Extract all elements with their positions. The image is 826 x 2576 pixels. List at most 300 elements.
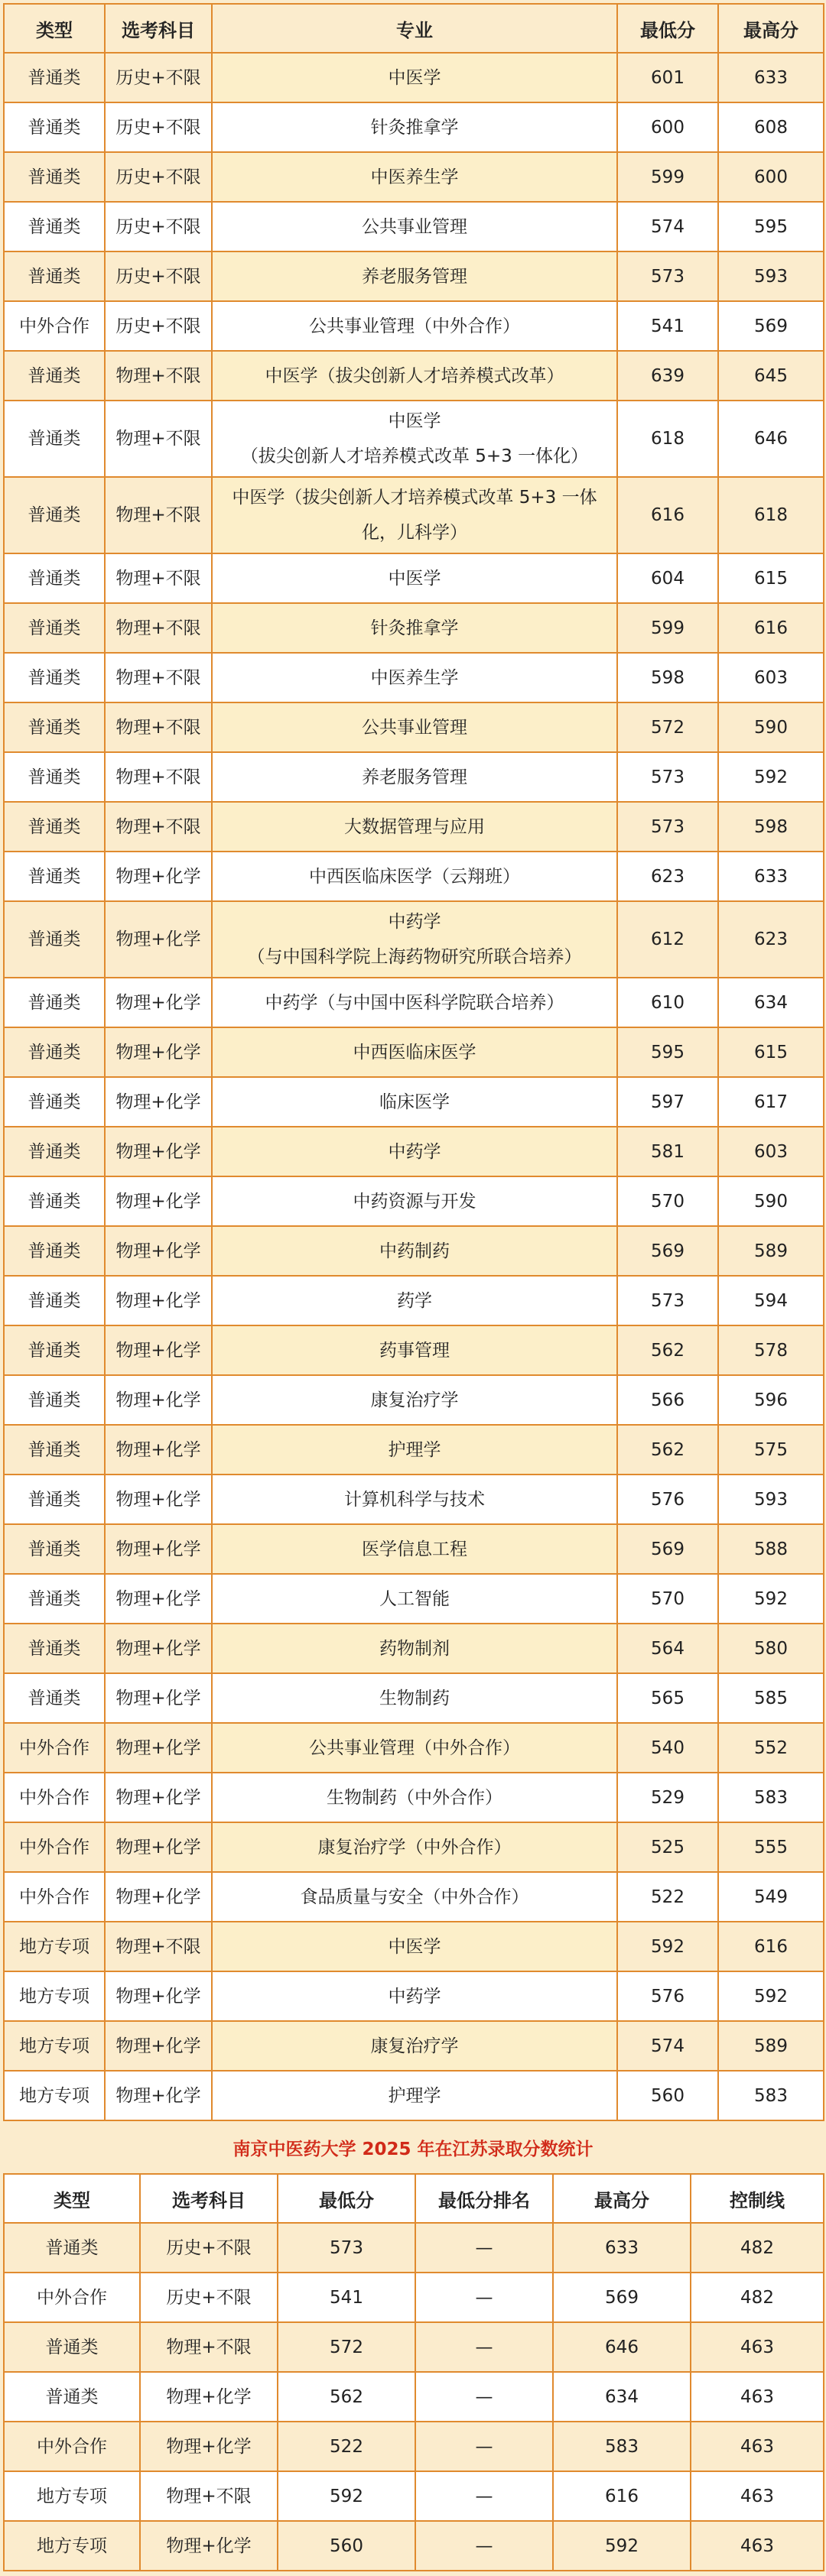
cell-max-score: 585 (718, 1673, 824, 1723)
cell-max-score: 608 (718, 102, 824, 152)
cell-subject: 物理+化学 (105, 1822, 212, 1872)
cell-min-score: 601 (617, 53, 718, 102)
cell-max-score: 552 (718, 1723, 824, 1773)
header-max-score: 最高分 (718, 4, 824, 53)
cell-subject: 物理+化学 (105, 1425, 212, 1475)
cell-type: 普通类 (4, 1027, 105, 1077)
cell-max-score: 646 (718, 401, 824, 477)
table-row (4, 1971, 824, 2021)
summary-title: 南京中医药大学 2025 年在江苏录取分数统计 (3, 2126, 823, 2173)
cell-type: 普通类 (4, 1325, 105, 1375)
cell-subject: 物理+不限 (105, 802, 212, 852)
cell-major: 中药制药 (212, 1226, 617, 1276)
summary-cell-max: 592 (553, 2521, 691, 2571)
summary-cell-control-line: 463 (691, 2322, 824, 2372)
cell-major: 养老服务管理 (212, 251, 617, 301)
cell-type: 中外合作 (4, 1723, 105, 1773)
cell-major: 中医学（拔尖创新人才培养模式改革 5+3 一体 化，儿科学） (212, 477, 617, 553)
summary-cell-subject: 物理+不限 (140, 2322, 278, 2372)
summary-cell-rank: — (415, 2471, 553, 2521)
table-row (4, 978, 824, 1027)
table-row (4, 1425, 824, 1475)
cell-max-score: 617 (718, 1077, 824, 1127)
cell-max-score: 594 (718, 1276, 824, 1325)
cell-major: 中医学 (212, 53, 617, 102)
cell-subject: 历史+不限 (105, 152, 212, 202)
cell-max-score: 583 (718, 1773, 824, 1822)
summary-row (4, 2273, 824, 2322)
cell-type: 普通类 (4, 1475, 105, 1524)
summary-cell-type: 普通类 (4, 2223, 140, 2273)
header-major: 专业 (212, 4, 617, 53)
cell-max-score: 589 (718, 2021, 824, 2071)
cell-max-score: 592 (718, 752, 824, 802)
cell-type: 普通类 (4, 752, 105, 802)
cell-type: 普通类 (4, 852, 105, 901)
cell-major: 公共事业管理 (212, 702, 617, 752)
cell-min-score: 573 (617, 802, 718, 852)
cell-major: 康复治疗学（中外合作） (212, 1822, 617, 1872)
cell-max-score: 633 (718, 53, 824, 102)
summary-cell-rank: — (415, 2521, 553, 2571)
cell-subject: 物理+化学 (105, 1027, 212, 1077)
cell-major: 中医养生学 (212, 152, 617, 202)
summary-cell-max: 616 (553, 2471, 691, 2521)
cell-min-score: 573 (617, 752, 718, 802)
cell-subject: 物理+不限 (105, 351, 212, 401)
cell-max-score: 593 (718, 1475, 824, 1524)
cell-type: 普通类 (4, 553, 105, 603)
cell-type: 地方专项 (4, 1971, 105, 2021)
cell-max-score: 598 (718, 802, 824, 852)
cell-type: 普通类 (4, 978, 105, 1027)
cell-major: 针灸推拿学 (212, 102, 617, 152)
summary-cell-control-line: 463 (691, 2422, 824, 2471)
cell-min-score: 600 (617, 102, 718, 152)
header-type: 类型 (4, 4, 105, 53)
cell-major: 药事管理 (212, 1325, 617, 1375)
table-row (4, 401, 824, 477)
cell-subject: 物理+化学 (105, 1624, 212, 1673)
cell-major: 养老服务管理 (212, 752, 617, 802)
summary-cell-type: 普通类 (4, 2372, 140, 2422)
table-row (4, 852, 824, 901)
cell-max-score: 615 (718, 1027, 824, 1077)
table-row (4, 1673, 824, 1723)
cell-subject: 历史+不限 (105, 251, 212, 301)
cell-min-score: 612 (617, 901, 718, 978)
summary-cell-subject: 物理+化学 (140, 2372, 278, 2422)
cell-min-score: 581 (617, 1127, 718, 1176)
table-row (4, 1773, 824, 1822)
summary-table (3, 2173, 824, 2571)
summary-cell-max: 633 (553, 2223, 691, 2273)
cell-major: 中药资源与开发 (212, 1176, 617, 1226)
summary-header-min: 最低分 (278, 2174, 415, 2223)
table-row (4, 1723, 824, 1773)
cell-min-score: 566 (617, 1375, 718, 1425)
cell-max-score: 592 (718, 1574, 824, 1624)
cell-subject: 物理+不限 (105, 477, 212, 553)
cell-max-score: 616 (718, 1922, 824, 1971)
table-row (4, 2021, 824, 2071)
cell-max-score: 590 (718, 1176, 824, 1226)
summary-cell-control-line: 482 (691, 2273, 824, 2322)
cell-subject: 物理+不限 (105, 603, 212, 653)
table-row (4, 53, 824, 102)
cell-major: 针灸推拿学 (212, 603, 617, 653)
summary-cell-subject: 历史+不限 (140, 2223, 278, 2273)
cell-type: 普通类 (4, 1524, 105, 1574)
cell-min-score: 572 (617, 702, 718, 752)
cell-min-score: 599 (617, 152, 718, 202)
cell-type: 普通类 (4, 1375, 105, 1425)
summary-cell-max: 634 (553, 2372, 691, 2422)
cell-major: 康复治疗学 (212, 2021, 617, 2071)
cell-major: 中医学 (212, 553, 617, 603)
cell-type: 普通类 (4, 1574, 105, 1624)
summary-cell-control-line: 463 (691, 2521, 824, 2571)
cell-subject: 历史+不限 (105, 53, 212, 102)
cell-major: 大数据管理与应用 (212, 802, 617, 852)
summary-header-type: 类型 (4, 2174, 140, 2223)
summary-header-rank: 最低分排名 (415, 2174, 553, 2223)
cell-max-score: 590 (718, 702, 824, 752)
summary-cell-min: 592 (278, 2471, 415, 2521)
cell-subject: 物理+化学 (105, 1127, 212, 1176)
summary-row (4, 2322, 824, 2372)
cell-min-score: 562 (617, 1325, 718, 1375)
summary-header-max: 最高分 (553, 2174, 691, 2223)
cell-min-score: 560 (617, 2071, 718, 2120)
summary-row (4, 2471, 824, 2521)
summary-cell-type: 中外合作 (4, 2273, 140, 2322)
summary-cell-type: 地方专项 (4, 2471, 140, 2521)
table-row (4, 1822, 824, 1872)
cell-min-score: 529 (617, 1773, 718, 1822)
summary-header-control-line: 控制线 (691, 2174, 824, 2223)
admission-scores-table (3, 3, 824, 2121)
cell-type: 普通类 (4, 802, 105, 852)
table-row (4, 802, 824, 852)
summary-cell-rank: — (415, 2273, 553, 2322)
cell-type: 普通类 (4, 653, 105, 702)
summary-cell-max: 569 (553, 2273, 691, 2322)
cell-min-score: 562 (617, 1425, 718, 1475)
cell-major: 护理学 (212, 1425, 617, 1475)
cell-min-score: 604 (617, 553, 718, 603)
summary-cell-rank: — (415, 2422, 553, 2471)
cell-subject: 物理+化学 (105, 1325, 212, 1375)
cell-max-score: 592 (718, 1971, 824, 2021)
summary-cell-control-line: 463 (691, 2372, 824, 2422)
cell-subject: 物理+化学 (105, 2021, 212, 2071)
cell-min-score: 570 (617, 1176, 718, 1226)
cell-subject: 物理+化学 (105, 1773, 212, 1822)
cell-type: 普通类 (4, 1624, 105, 1673)
table-row (4, 2071, 824, 2120)
summary-cell-type: 普通类 (4, 2322, 140, 2372)
cell-type: 普通类 (4, 1276, 105, 1325)
cell-subject: 物理+化学 (105, 1574, 212, 1624)
table-row (4, 1574, 824, 1624)
cell-max-score: 603 (718, 1127, 824, 1176)
cell-min-score: 595 (617, 1027, 718, 1077)
cell-type: 普通类 (4, 351, 105, 401)
summary-cell-min: 573 (278, 2223, 415, 2273)
table-row (4, 1077, 824, 1127)
cell-min-score: 616 (617, 477, 718, 553)
summary-cell-type: 中外合作 (4, 2422, 140, 2471)
cell-max-score: 593 (718, 251, 824, 301)
table-row (4, 301, 824, 351)
cell-subject: 历史+不限 (105, 301, 212, 351)
cell-subject: 历史+不限 (105, 202, 212, 251)
header-min-score: 最低分 (617, 4, 718, 53)
cell-max-score: 555 (718, 1822, 824, 1872)
cell-subject: 物理+不限 (105, 1922, 212, 1971)
cell-subject: 物理+化学 (105, 1524, 212, 1574)
table-row (4, 1226, 824, 1276)
cell-min-score: 618 (617, 401, 718, 477)
table-row (4, 553, 824, 603)
cell-type: 中外合作 (4, 1872, 105, 1922)
cell-subject: 物理+化学 (105, 1176, 212, 1226)
table-header-row (4, 4, 824, 53)
summary-cell-max: 583 (553, 2422, 691, 2471)
cell-type: 中外合作 (4, 301, 105, 351)
table-row (4, 702, 824, 752)
cell-major: 护理学 (212, 2071, 617, 2120)
table-row (4, 1027, 824, 1077)
cell-major: 药学 (212, 1276, 617, 1325)
cell-subject: 物理+化学 (105, 2071, 212, 2120)
table-row (4, 752, 824, 802)
table-body (4, 53, 824, 2120)
cell-type: 普通类 (4, 102, 105, 152)
cell-major: 公共事业管理（中外合作） (212, 1723, 617, 1773)
cell-type: 中外合作 (4, 1773, 105, 1822)
cell-subject: 物理+化学 (105, 1077, 212, 1127)
summary-cell-rank: — (415, 2322, 553, 2372)
table-row (4, 1276, 824, 1325)
cell-subject: 物理+不限 (105, 653, 212, 702)
summary-cell-min: 572 (278, 2322, 415, 2372)
cell-max-score: 615 (718, 553, 824, 603)
cell-max-score: 623 (718, 901, 824, 978)
cell-min-score: 576 (617, 1475, 718, 1524)
cell-major: 中药学（与中国中医科学院联合培养） (212, 978, 617, 1027)
cell-type: 普通类 (4, 477, 105, 553)
cell-min-score: 565 (617, 1673, 718, 1723)
cell-min-score: 525 (617, 1822, 718, 1872)
cell-subject: 物理+化学 (105, 1276, 212, 1325)
table-row (4, 1524, 824, 1574)
table-row (4, 1325, 824, 1375)
cell-max-score: 549 (718, 1872, 824, 1922)
cell-max-score: 634 (718, 978, 824, 1027)
cell-min-score: 569 (617, 1524, 718, 1574)
cell-type: 普通类 (4, 901, 105, 978)
cell-subject: 物理+化学 (105, 1673, 212, 1723)
cell-max-score: 575 (718, 1425, 824, 1475)
summary-cell-subject: 物理+化学 (140, 2521, 278, 2571)
cell-min-score: 570 (617, 1574, 718, 1624)
table-row (4, 1624, 824, 1673)
cell-major: 公共事业管理 (212, 202, 617, 251)
cell-major: 中医养生学 (212, 653, 617, 702)
cell-type: 中外合作 (4, 1822, 105, 1872)
cell-subject: 物理+不限 (105, 702, 212, 752)
cell-min-score: 540 (617, 1723, 718, 1773)
cell-type: 普通类 (4, 53, 105, 102)
cell-min-score: 569 (617, 1226, 718, 1276)
cell-type: 地方专项 (4, 2021, 105, 2071)
cell-subject: 物理+化学 (105, 901, 212, 978)
cell-subject: 物理+不限 (105, 553, 212, 603)
table-row (4, 1127, 824, 1176)
table-row (4, 901, 824, 978)
cell-min-score: 574 (617, 2021, 718, 2071)
summary-cell-min: 562 (278, 2372, 415, 2422)
cell-max-score: 589 (718, 1226, 824, 1276)
cell-min-score: 573 (617, 1276, 718, 1325)
summary-body (4, 2223, 824, 2571)
cell-type: 普通类 (4, 1077, 105, 1127)
table-row (4, 351, 824, 401)
cell-max-score: 583 (718, 2071, 824, 2120)
cell-major: 食品质量与安全（中外合作） (212, 1872, 617, 1922)
cell-subject: 物理+不限 (105, 401, 212, 477)
table-row (4, 653, 824, 702)
cell-major: 医学信息工程 (212, 1524, 617, 1574)
table-row (4, 1176, 824, 1226)
table-row (4, 1475, 824, 1524)
cell-min-score: 598 (617, 653, 718, 702)
cell-min-score: 639 (617, 351, 718, 401)
cell-subject: 物理+化学 (105, 1375, 212, 1425)
cell-major: 临床医学 (212, 1077, 617, 1127)
summary-cell-subject: 物理+化学 (140, 2422, 278, 2471)
cell-max-score: 596 (718, 1375, 824, 1425)
summary-cell-subject: 物理+不限 (140, 2471, 278, 2521)
cell-type: 普通类 (4, 251, 105, 301)
summary-cell-max: 646 (553, 2322, 691, 2372)
cell-major: 中药学 (212, 1971, 617, 2021)
table-row (4, 477, 824, 553)
summary-cell-control-line: 482 (691, 2223, 824, 2273)
cell-max-score: 645 (718, 351, 824, 401)
cell-type: 普通类 (4, 1176, 105, 1226)
cell-max-score: 595 (718, 202, 824, 251)
summary-row (4, 2422, 824, 2471)
cell-major: 生物制药 (212, 1673, 617, 1723)
table-row (4, 1922, 824, 1971)
summary-cell-min: 541 (278, 2273, 415, 2322)
cell-subject: 物理+化学 (105, 1872, 212, 1922)
cell-subject: 物理+化学 (105, 978, 212, 1027)
summary-cell-control-line: 463 (691, 2471, 824, 2521)
cell-subject: 物理+化学 (105, 1723, 212, 1773)
cell-min-score: 522 (617, 1872, 718, 1922)
cell-subject: 物理+化学 (105, 852, 212, 901)
cell-type: 普通类 (4, 401, 105, 477)
cell-type: 普通类 (4, 603, 105, 653)
cell-max-score: 633 (718, 852, 824, 901)
cell-type: 普通类 (4, 152, 105, 202)
summary-cell-min: 560 (278, 2521, 415, 2571)
cell-type: 普通类 (4, 1425, 105, 1475)
table-row (4, 603, 824, 653)
cell-min-score: 573 (617, 251, 718, 301)
cell-type: 普通类 (4, 202, 105, 251)
table-row (4, 202, 824, 251)
cell-min-score: 564 (617, 1624, 718, 1673)
cell-min-score: 599 (617, 603, 718, 653)
cell-max-score: 603 (718, 653, 824, 702)
cell-max-score: 569 (718, 301, 824, 351)
cell-major: 中医学 (212, 1922, 617, 1971)
summary-row (4, 2521, 824, 2571)
cell-type: 普通类 (4, 1127, 105, 1176)
cell-subject: 物理+化学 (105, 1475, 212, 1524)
cell-subject: 物理+化学 (105, 1971, 212, 2021)
table-row (4, 1375, 824, 1425)
summary-cell-min: 522 (278, 2422, 415, 2471)
header-subject: 选考科目 (105, 4, 212, 53)
cell-major: 康复治疗学 (212, 1375, 617, 1425)
cell-max-score: 618 (718, 477, 824, 553)
summary-row (4, 2223, 824, 2273)
cell-min-score: 576 (617, 1971, 718, 2021)
cell-min-score: 541 (617, 301, 718, 351)
table-row (4, 251, 824, 301)
cell-major: 生物制药（中外合作） (212, 1773, 617, 1822)
table-row (4, 1872, 824, 1922)
summary-cell-rank: — (415, 2223, 553, 2273)
cell-type: 普通类 (4, 702, 105, 752)
cell-major: 人工智能 (212, 1574, 617, 1624)
summary-header-row (4, 2174, 824, 2223)
cell-max-score: 600 (718, 152, 824, 202)
cell-type: 地方专项 (4, 1922, 105, 1971)
cell-min-score: 574 (617, 202, 718, 251)
cell-type: 普通类 (4, 1226, 105, 1276)
cell-max-score: 578 (718, 1325, 824, 1375)
summary-cell-type: 地方专项 (4, 2521, 140, 2571)
cell-major: 中西医临床医学（云翔班） (212, 852, 617, 901)
cell-major: 中药学 （与中国科学院上海药物研究所联合培养） (212, 901, 617, 978)
summary-cell-subject: 历史+不限 (140, 2273, 278, 2322)
cell-type: 普通类 (4, 1673, 105, 1723)
cell-subject: 历史+不限 (105, 102, 212, 152)
cell-max-score: 588 (718, 1524, 824, 1574)
cell-major: 中医学（拔尖创新人才培养模式改革） (212, 351, 617, 401)
cell-subject: 物理+不限 (105, 752, 212, 802)
cell-max-score: 580 (718, 1624, 824, 1673)
summary-row (4, 2372, 824, 2422)
cell-major: 药物制剂 (212, 1624, 617, 1673)
cell-min-score: 597 (617, 1077, 718, 1127)
cell-min-score: 623 (617, 852, 718, 901)
cell-min-score: 610 (617, 978, 718, 1027)
cell-subject: 物理+化学 (105, 1226, 212, 1276)
cell-major: 中西医临床医学 (212, 1027, 617, 1077)
summary-cell-rank: — (415, 2372, 553, 2422)
cell-type: 地方专项 (4, 2071, 105, 2120)
cell-major: 公共事业管理（中外合作） (212, 301, 617, 351)
table-row (4, 102, 824, 152)
